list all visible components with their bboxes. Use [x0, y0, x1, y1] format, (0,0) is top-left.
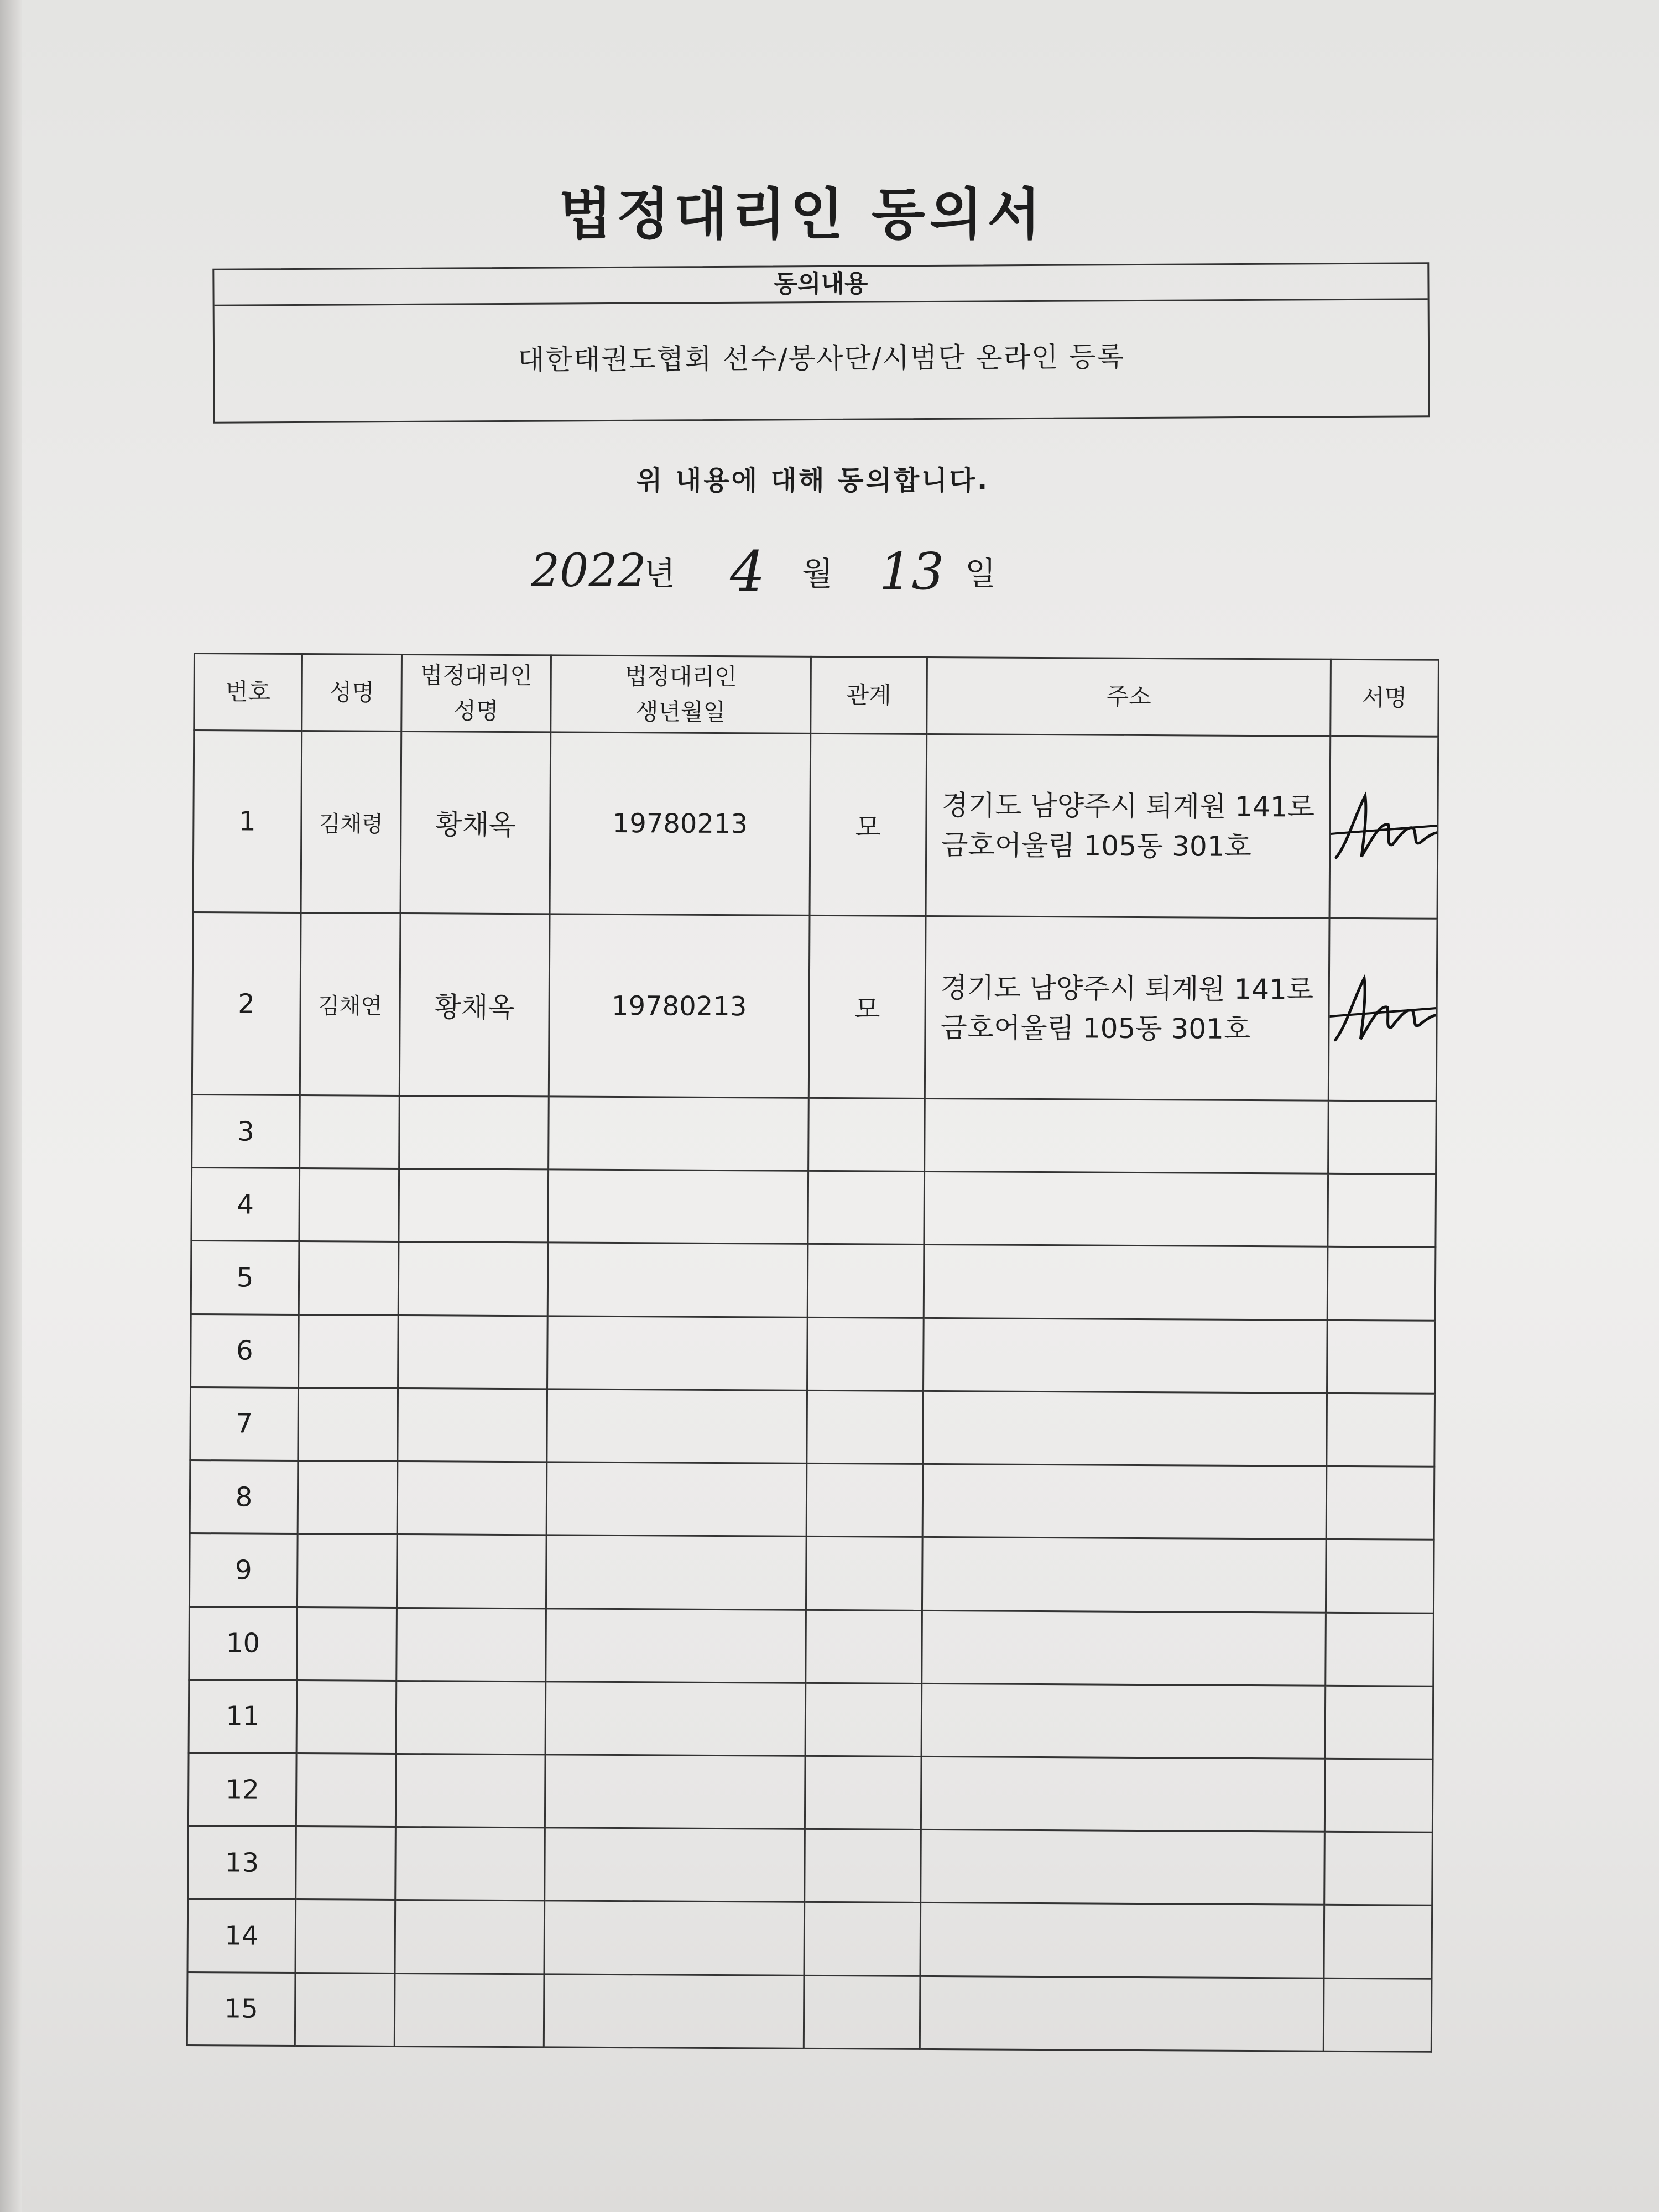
cell-signature	[1328, 1100, 1437, 1174]
header-guardian-birth-line2: 생년월일	[635, 698, 726, 726]
table-header-row	[194, 654, 1439, 737]
address-line1	[938, 1354, 1326, 1357]
cell-no: 12	[188, 1752, 296, 1826]
cell-address	[922, 1537, 1326, 1613]
cell-no: 1	[193, 731, 302, 913]
header-address: 주소	[927, 657, 1331, 736]
address-line1: 경기도 남양주시 퇴계원 141로	[941, 789, 1315, 823]
cell-signature	[1325, 1686, 1433, 1759]
cell-guardian-name	[399, 1095, 549, 1170]
cell-signature	[1326, 1540, 1434, 1613]
cell-guardian-birth	[545, 1828, 805, 1902]
cell-relation	[805, 1683, 922, 1756]
cell-guardian-name	[395, 1754, 545, 1828]
table-row	[189, 1533, 1434, 1613]
cell-address	[924, 1172, 1328, 1247]
table-row	[192, 1094, 1437, 1174]
cell-signature	[1326, 1466, 1434, 1540]
cell-no: 4	[191, 1168, 300, 1241]
address-line2	[936, 1866, 1324, 1869]
cell-signature	[1327, 1393, 1435, 1467]
cell-guardian-name	[397, 1608, 546, 1682]
header-guardian-name-line1: 법정대리인	[420, 661, 533, 690]
cell-guardian-name	[398, 1315, 548, 1389]
cell-relation	[807, 1390, 924, 1464]
address-line2	[937, 1574, 1325, 1576]
cell-signature	[1324, 1832, 1433, 1905]
cell-guardian-name	[397, 1535, 546, 1609]
cell-signature	[1324, 1759, 1433, 1832]
paper-edge-shadow	[0, 0, 22, 2212]
cell-address	[925, 1098, 1329, 1173]
table-row	[189, 1679, 1433, 1759]
cell-guardian-name: 황채옥	[400, 731, 551, 914]
cell-guardian-name	[398, 1242, 548, 1316]
cell-relation	[808, 1098, 925, 1171]
cell-signature	[1329, 736, 1438, 919]
cell-no: 2	[192, 912, 301, 1095]
date-month-unit: 월	[802, 555, 833, 592]
cell-signature	[1326, 1613, 1434, 1686]
header-guardian-name-line2: 성명	[453, 697, 499, 724]
page-title: 법정대리인 동의서	[559, 182, 1045, 247]
cell-guardian-birth	[547, 1243, 808, 1317]
address-line2	[936, 1793, 1324, 1796]
cell-relation	[806, 1537, 922, 1610]
cell-guardian-birth	[547, 1389, 807, 1464]
cell-no: 8	[190, 1460, 298, 1534]
cell-guardian-name	[398, 1388, 547, 1462]
cell-guardian-birth	[548, 1170, 808, 1244]
cell-guardian-name	[397, 1462, 547, 1536]
header-relation: 관계	[811, 656, 927, 734]
cell-guardian-birth	[545, 1755, 805, 1829]
cell-guardian-name	[396, 1681, 546, 1755]
header-guardian-birth-line1: 법정대리인	[624, 662, 737, 691]
cell-guardian-birth	[546, 1608, 806, 1683]
date-year: 2022	[531, 545, 646, 597]
table-row	[191, 1168, 1436, 1248]
address-line1	[937, 1720, 1324, 1722]
cell-guardian-birth	[547, 1316, 808, 1390]
cell-name	[298, 1461, 398, 1535]
address-line1	[940, 1208, 1327, 1211]
table-row	[190, 1460, 1434, 1540]
address-line2	[938, 1428, 1326, 1430]
cell-name	[298, 1387, 398, 1461]
cell-name	[296, 1754, 396, 1827]
cell-signature	[1323, 1978, 1432, 2052]
date-month: 4	[730, 539, 765, 604]
cell-name	[297, 1534, 397, 1608]
table-row	[191, 1314, 1436, 1394]
header-guardian-name	[401, 654, 551, 732]
cell-no: 11	[189, 1679, 297, 1753]
cell-name	[300, 1095, 400, 1168]
cell-relation	[806, 1610, 922, 1683]
date-day: 13	[879, 542, 945, 601]
address-line2	[940, 1135, 1327, 1138]
cell-relation	[808, 1171, 925, 1244]
address-line2: 금호어울림 105동 301호	[941, 829, 1252, 863]
table-body	[187, 731, 1438, 2052]
cell-relation	[804, 1975, 920, 2049]
cell-name	[299, 1241, 399, 1315]
address-line2	[936, 1939, 1323, 1942]
cell-signature	[1328, 1173, 1436, 1247]
cell-no: 5	[191, 1241, 299, 1314]
table-row	[189, 1606, 1434, 1686]
cell-no: 10	[189, 1606, 298, 1680]
cell-name	[296, 1827, 396, 1900]
cell-signature	[1324, 1905, 1432, 1979]
cell-relation	[805, 1756, 921, 1829]
table-row	[187, 1972, 1432, 2052]
cell-address	[921, 1756, 1325, 1832]
address-line2: 금호어울림 105동 301호	[940, 1011, 1251, 1045]
cell-signature	[1327, 1320, 1436, 1394]
cell-name: 김채연	[300, 913, 400, 1095]
cell-no: 3	[192, 1094, 300, 1168]
cell-signature	[1327, 1247, 1436, 1321]
cell-relation: 모	[808, 916, 926, 1099]
address-line1	[936, 1866, 1324, 1869]
cell-no: 7	[190, 1387, 299, 1460]
cell-address	[924, 1318, 1328, 1393]
cell-relation	[804, 1902, 921, 1976]
date-year-unit: 년	[644, 555, 676, 592]
cell-address	[922, 1610, 1326, 1686]
cell-no: 13	[188, 1826, 296, 1900]
address-line2	[938, 1354, 1326, 1357]
handwritten-signature	[1329, 973, 1437, 1046]
table-row	[191, 1241, 1436, 1321]
table-row	[192, 912, 1437, 1101]
cell-address	[920, 1976, 1324, 2051]
address-line1	[935, 2012, 1323, 2015]
cell-no: 9	[189, 1533, 298, 1607]
cell-relation	[805, 1829, 921, 1903]
consent-header: 동의내용	[214, 264, 1427, 306]
cell-address	[921, 1830, 1325, 1905]
cell-guardian-birth	[545, 1682, 806, 1756]
address-line2	[935, 2012, 1323, 2015]
address-line1	[936, 1939, 1323, 1942]
address-line1	[940, 1135, 1327, 1138]
address-line1: 경기도 남양주시 퇴계원 141로	[940, 971, 1314, 1006]
header-guardian-birth	[551, 655, 811, 733]
cell-no: 14	[187, 1899, 296, 1973]
cell-name	[296, 1680, 397, 1754]
cell-no: 15	[187, 1972, 295, 2046]
cell-address	[924, 1245, 1328, 1320]
cell-name	[299, 1168, 399, 1242]
cell-guardian-birth	[544, 1974, 804, 2049]
cell-relation	[807, 1244, 924, 1318]
cell-address	[922, 1464, 1327, 1540]
cell-name	[295, 1973, 395, 2046]
cell-guardian-birth	[544, 1901, 805, 1975]
address-line2	[939, 1281, 1327, 1284]
address-line1	[937, 1647, 1325, 1649]
table-row	[190, 1387, 1435, 1467]
cell-guardian-name	[395, 1827, 545, 1901]
address-line1	[937, 1574, 1325, 1576]
cell-address	[926, 734, 1331, 918]
guardian-consent-table	[186, 653, 1439, 2053]
cell-no: 6	[191, 1314, 299, 1387]
handwritten-signature	[1331, 791, 1438, 864]
cell-relation	[806, 1463, 923, 1537]
table-row	[187, 1899, 1432, 1979]
cell-guardian-name: 황채옥	[399, 914, 550, 1097]
cell-address	[923, 1391, 1327, 1466]
address-line1	[938, 1501, 1326, 1503]
cell-name	[297, 1607, 397, 1681]
consent-content: 대한태권도협회 선수/봉사단/시범단 온라인 등록	[518, 341, 1125, 376]
cell-guardian-birth: 19780213	[550, 732, 811, 916]
address-line2	[938, 1501, 1326, 1503]
address-line2	[937, 1720, 1324, 1722]
cell-guardian-birth	[546, 1535, 806, 1610]
cell-name: 김채령	[301, 731, 401, 914]
cell-relation: 모	[810, 733, 927, 916]
date-day-unit: 일	[965, 555, 997, 592]
cell-guardian-name	[395, 1900, 545, 1974]
address-line2	[937, 1647, 1325, 1649]
header-name: 성명	[302, 654, 402, 732]
address-line1	[939, 1281, 1327, 1284]
cell-signature	[1328, 919, 1437, 1101]
cell-guardian-name	[399, 1169, 549, 1243]
address-line1	[936, 1793, 1324, 1796]
address-line1	[938, 1428, 1326, 1430]
agreement-statement: 위 내용에 대해 동의합니다.	[636, 465, 990, 496]
cell-relation	[807, 1317, 924, 1391]
table-row	[188, 1752, 1433, 1832]
address-line2	[940, 1208, 1327, 1211]
cell-guardian-birth	[546, 1462, 807, 1537]
cell-name	[299, 1314, 399, 1388]
table-row	[188, 1826, 1433, 1906]
cell-name	[295, 1900, 395, 1973]
cell-guardian-name	[394, 1973, 544, 2047]
header-no: 번호	[194, 654, 302, 731]
cell-guardian-birth: 19780213	[549, 914, 810, 1098]
header-signature: 서명	[1331, 659, 1439, 737]
cell-guardian-birth	[549, 1097, 809, 1171]
table-row	[193, 731, 1438, 919]
cell-address	[925, 916, 1329, 1100]
consent-content-box	[212, 262, 1430, 424]
cell-address	[921, 1683, 1326, 1759]
cell-address	[920, 1903, 1324, 1978]
